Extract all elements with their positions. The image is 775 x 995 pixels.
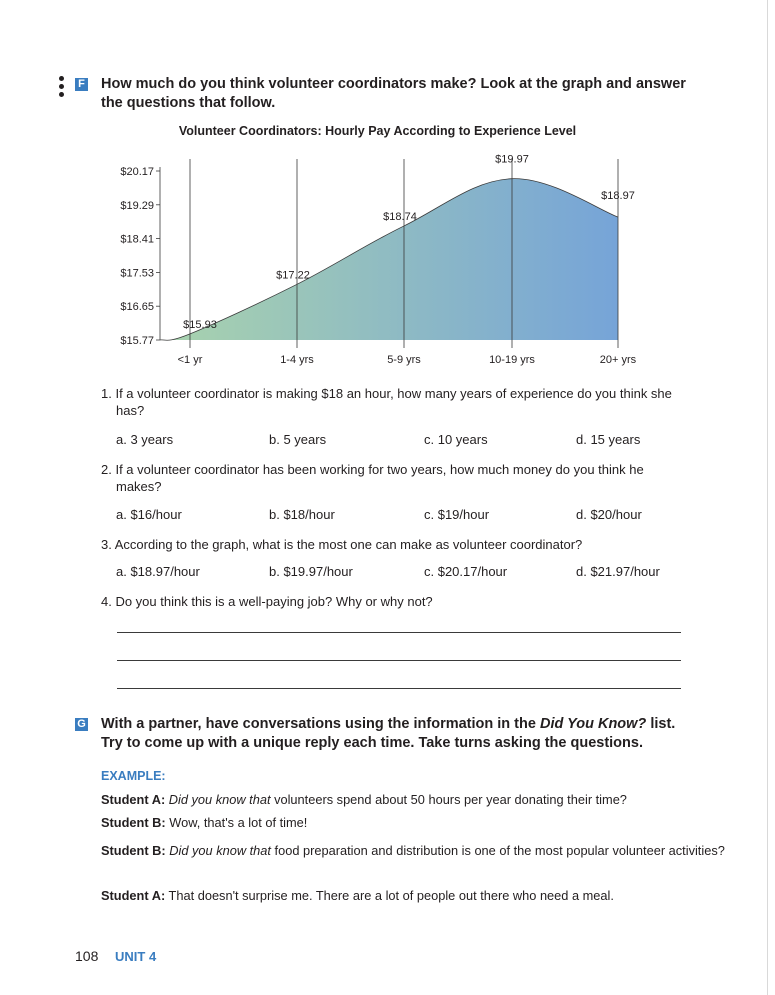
y-tick-label: $16.65 bbox=[120, 301, 154, 314]
x-tick-label: 20+ yrs bbox=[599, 354, 637, 366]
dialogue-text: food preparation and distribution is one of the most popular volunteer activities? bbox=[270, 843, 725, 858]
q1-option-d: d. 15 years bbox=[576, 432, 641, 447]
section-f-badge: F bbox=[75, 78, 88, 91]
speaker: Student B: bbox=[101, 815, 166, 830]
y-tick-label: $17.53 bbox=[120, 267, 154, 280]
q2-option-a: a. $16/hour bbox=[116, 507, 182, 522]
x-tick-label: 5-9 yrs bbox=[387, 354, 421, 366]
page-number: 108 bbox=[75, 948, 99, 964]
y-tick-label: $18.41 bbox=[120, 233, 154, 246]
section-g-instruction-pre: With a partner, have conversations using the information in the bbox=[101, 716, 540, 732]
ellipsis-icon bbox=[59, 76, 65, 100]
y-tick-label: $19.29 bbox=[120, 199, 154, 212]
dialogue-italic: Did you know that bbox=[168, 792, 271, 807]
answer-line-1[interactable] bbox=[117, 632, 681, 633]
page-edge bbox=[767, 0, 768, 995]
x-tick-label: 10-19 yrs bbox=[489, 354, 535, 366]
q3-option-b: b. $19.97/hour bbox=[269, 564, 353, 579]
q1-option-a: a. 3 years bbox=[116, 432, 174, 447]
chart-title: Volunteer Coordinators: Hourly Pay According to Experience Level bbox=[178, 124, 577, 138]
y-tick-label: $20.17 bbox=[120, 166, 154, 178]
y-tick-label: $15.77 bbox=[120, 335, 154, 347]
dialogue-text: Wow, that's a lot of time! bbox=[169, 815, 308, 830]
answer-line-3[interactable] bbox=[117, 688, 681, 689]
question-2 bbox=[101, 461, 691, 495]
dialogue-line-3 bbox=[101, 842, 725, 860]
dialogue-line-4 bbox=[101, 887, 721, 905]
question-4-text: 4. Do you think this is a well-paying job? Why or why not? bbox=[101, 594, 433, 609]
section-g-instruction bbox=[101, 715, 701, 753]
question-2-text: 2. If a volunteer coordinator has been working for two years, how much money do you think he makes? bbox=[101, 462, 644, 494]
section-g-instruction-italic: Did You Know? bbox=[539, 716, 647, 732]
speaker: Student A: bbox=[101, 888, 166, 903]
dialogue-italic: Did you know that bbox=[169, 843, 271, 858]
question-1-text: 1. If a volunteer coordinator is making $18 an hour, how many years of experience do you think she has? bbox=[101, 386, 672, 418]
data-label: $18.74 bbox=[383, 210, 417, 223]
q3-option-c: c. $20.17/hour bbox=[424, 564, 508, 579]
unit-label: UNIT 4 bbox=[115, 949, 157, 964]
q2-option-c: c. $19/hour bbox=[424, 507, 490, 522]
dialogue-text: volunteers spend about 50 hours per year donating their time? bbox=[270, 792, 627, 807]
q2-option-b: b. $18/hour bbox=[269, 507, 335, 522]
area-fill bbox=[160, 179, 618, 341]
q1-option-b: b. 5 years bbox=[269, 432, 327, 447]
q3-option-d: d. $21.97/hour bbox=[576, 564, 660, 579]
section-f-instruction: How much do you think volunteer coordinators make? Look at the graph and answer the questions that follow. bbox=[101, 76, 686, 111]
example-label: EXAMPLE: bbox=[101, 769, 166, 783]
section-g-badge: G bbox=[75, 718, 88, 731]
data-label: $18.97 bbox=[601, 190, 635, 203]
x-tick-label: <1 yr bbox=[177, 354, 203, 366]
answer-line-2[interactable] bbox=[117, 660, 681, 661]
question-1 bbox=[101, 385, 691, 419]
pay-chart bbox=[100, 148, 660, 373]
q2-option-d: d. $20/hour bbox=[576, 507, 642, 522]
q3-option-a: a. $18.97/hour bbox=[116, 564, 200, 579]
speaker: Student A: bbox=[101, 792, 166, 807]
question-3-text: 3. According to the graph, what is the most one can make as volunteer coordinator? bbox=[101, 537, 583, 552]
dialogue-text: That doesn't surprise me. There are a lot of people out there who need a meal. bbox=[168, 888, 614, 903]
q1-option-c: c. 10 years bbox=[424, 432, 488, 447]
data-label: $19.97 bbox=[495, 153, 529, 166]
dialogue-line-2 bbox=[101, 814, 701, 832]
data-label: $17.22 bbox=[276, 269, 310, 282]
dialogue-line-1 bbox=[101, 791, 701, 809]
data-label: $15.93 bbox=[183, 318, 217, 331]
speaker: Student B: bbox=[101, 843, 166, 858]
x-tick-label: 1-4 yrs bbox=[280, 354, 314, 366]
section-g-instruction-post: list. Try to come up with a unique reply each time. Take turns asking the questions. bbox=[101, 716, 676, 751]
